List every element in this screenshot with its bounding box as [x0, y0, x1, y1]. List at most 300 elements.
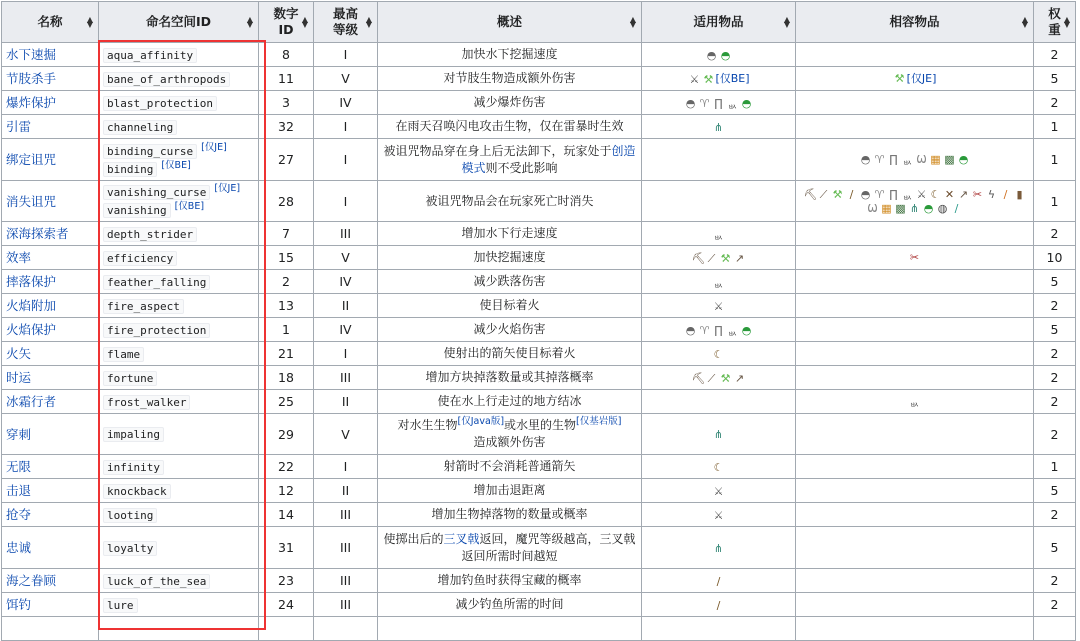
description-cell — [378, 593, 642, 617]
name-cell — [2, 390, 99, 414]
weight-cell: 1 — [1034, 115, 1076, 139]
description-text: 使射出的箭矢使目标着火 — [443, 346, 576, 360]
header-label: 权 — [1048, 6, 1061, 21]
sword-icon: ⚔ — [689, 72, 700, 86]
namespace-id-cell — [99, 139, 259, 181]
sort-icon[interactable]: ▲ ▼ — [1021, 15, 1028, 29]
description-text: 射箭时不会消耗普通箭矢 — [443, 459, 576, 473]
namespace-id-code: looting — [103, 508, 157, 523]
leggings-icon: ∏ — [889, 187, 898, 201]
name-cell — [2, 479, 99, 503]
description-link[interactable]: 三叉戟 — [443, 531, 480, 546]
sort-icon[interactable]: ▲ ▼ — [783, 15, 790, 29]
applicable-items-cell — [642, 569, 796, 593]
applicable-items-cell — [642, 67, 796, 91]
name-cell — [2, 366, 99, 390]
description-cell — [378, 503, 642, 527]
description-cell — [378, 91, 642, 115]
bow-icon: ☾ — [930, 187, 941, 201]
compatible-items-cell — [796, 294, 1034, 318]
name-cell — [2, 342, 99, 366]
table-row — [2, 593, 1076, 617]
namespace-id-code: fortune — [103, 371, 157, 386]
hoe-icon: ↗ — [734, 371, 745, 385]
description-text: 减少钓鱼所需的时间 — [455, 597, 564, 611]
header-items[interactable] — [642, 2, 796, 43]
name-cell — [2, 294, 99, 318]
namespace-id-code: loyalty — [103, 541, 157, 556]
empty-cell — [99, 617, 259, 641]
header-name[interactable] — [2, 2, 99, 43]
description-cell — [378, 222, 642, 246]
enchantment-link[interactable]: 深海探索者 — [6, 226, 69, 241]
namespace-id-cell — [99, 67, 259, 91]
weight-cell: 2 — [1034, 294, 1076, 318]
applicable-items-cell — [642, 479, 796, 503]
compatible-items-cell — [796, 181, 1034, 222]
description-cell — [378, 390, 642, 414]
namespace-id-code: impaling — [103, 427, 164, 442]
elytra-icon: Ѡ — [916, 153, 927, 166]
edition-note-link[interactable]: [仅基岩版] — [576, 416, 622, 427]
weight-cell: 2 — [1034, 414, 1076, 455]
carrot-on-stick-icon: ∕ — [1003, 187, 1008, 201]
namespace-id-code: binding_curse — [103, 144, 197, 159]
namespace-id — [103, 118, 254, 136]
enchantment-link[interactable]: 无限 — [6, 459, 32, 474]
helmet-icon: ◓ — [860, 153, 871, 166]
empty-cell — [1034, 617, 1076, 641]
applicable-items-cell — [642, 455, 796, 479]
enchantment-link[interactable]: 穿刺 — [6, 426, 32, 442]
namespace-id-cell — [99, 294, 259, 318]
edition-note-link[interactable]: [仅BE] — [174, 200, 205, 212]
weight-cell: 2 — [1034, 366, 1076, 390]
pickaxe-icon: ⛏ — [691, 371, 706, 385]
namespace-id-code: bane_of_arthropods — [103, 72, 230, 87]
max-level-cell: IV — [314, 91, 378, 115]
table-row — [2, 139, 1076, 181]
enchantment-link[interactable]: 抢夺 — [6, 507, 32, 522]
namespace-id — [103, 596, 254, 614]
empty-cell — [259, 617, 314, 641]
weight-cell: 2 — [1034, 43, 1076, 67]
namespace-id-code: binding — [103, 162, 157, 177]
sort-icon[interactable]: ▲ ▼ — [365, 15, 372, 29]
max-level-cell: III — [314, 527, 378, 569]
sort-icon[interactable]: ▲ ▼ — [86, 15, 93, 29]
max-level-cell: III — [314, 569, 378, 593]
numeric-id-cell: 1 — [259, 318, 314, 342]
max-level-cell: III — [314, 222, 378, 246]
max-level-cell: III — [314, 366, 378, 390]
name-cell — [2, 569, 99, 593]
description-text: 增加方块掉落数量或其掉落概率 — [425, 370, 594, 384]
turtle-shell-icon: ◓ — [923, 201, 934, 215]
applicable-items-cell — [642, 43, 796, 67]
namespace-id-cell — [99, 222, 259, 246]
sort-icon[interactable]: ▲ ▼ — [301, 15, 308, 29]
description-cell — [378, 527, 642, 569]
applicable-items-cell — [642, 91, 796, 115]
fishing-rod-icon: ∕ — [716, 574, 721, 588]
edition-note-link[interactable]: [仅JE] — [906, 71, 937, 85]
pickaxe-icon: ⛏ — [691, 251, 706, 265]
compatible-items-cell — [796, 569, 1034, 593]
table-row — [2, 222, 1076, 246]
head-icon: ▩ — [895, 201, 906, 215]
namespace-id-code: blast_protection — [103, 96, 217, 111]
table-row — [2, 527, 1076, 569]
bow-icon: ☾ — [713, 347, 724, 361]
sort-icon[interactable]: ▲ ▼ — [246, 15, 253, 29]
table-row — [2, 617, 1076, 641]
enchantment-link[interactable]: 忠诚 — [6, 540, 32, 555]
name-cell — [2, 181, 99, 222]
enchantment-link[interactable]: 火矢 — [6, 346, 32, 361]
enchantment-link[interactable]: 引雷 — [6, 119, 32, 134]
boots-icon: ᆹ — [902, 153, 913, 166]
name-cell — [2, 593, 99, 617]
weight-cell: 5 — [1034, 270, 1076, 294]
max-level-cell: I — [314, 115, 378, 139]
description-text: 增加水下行走速度 — [461, 226, 558, 240]
table-row — [2, 455, 1076, 479]
namespace-id-cell — [99, 342, 259, 366]
namespace-id-cell — [99, 181, 259, 222]
empty-cell — [2, 617, 99, 641]
description-text: 减少爆炸伤害 — [473, 95, 546, 109]
empty-cell — [378, 617, 642, 641]
weight-cell: 1 — [1034, 455, 1076, 479]
namespace-id — [103, 225, 254, 243]
numeric-id-cell: 22 — [259, 455, 314, 479]
edition-note-link[interactable]: [仅JE] — [214, 182, 241, 194]
compatible-items-cell — [796, 479, 1034, 503]
description-text: 被诅咒物品会在玩家死亡时消失 — [425, 193, 594, 208]
enchantment-link[interactable]: 冰霜行者 — [6, 394, 57, 409]
shears-icon: ✂ — [909, 251, 920, 264]
name-cell — [2, 43, 99, 67]
applicable-items-cell — [642, 139, 796, 181]
compatible-items-cell — [796, 527, 1034, 569]
pumpkin-icon: ▦ — [881, 201, 892, 215]
enchantment-link[interactable]: 时运 — [6, 370, 32, 385]
namespace-id-code: efficiency — [103, 251, 177, 266]
sort-icon[interactable]: ▲ ▼ — [629, 15, 636, 29]
max-level-cell: I — [314, 342, 378, 366]
table-row — [2, 43, 1076, 67]
helmet-icon: ◓ — [860, 187, 871, 201]
namespace-id — [103, 70, 254, 88]
namespace-id-cell — [99, 115, 259, 139]
weight-cell: 5 — [1034, 527, 1076, 569]
boots-icon: ᆹ — [909, 395, 920, 408]
enchantment-link[interactable]: 火焰保护 — [6, 322, 57, 337]
header-weight[interactable] — [1034, 2, 1076, 43]
enchantment-link[interactable]: 饵钓 — [6, 597, 32, 612]
numeric-id-cell: 2 — [259, 270, 314, 294]
applicable-items-cell — [642, 115, 796, 139]
numeric-id-cell: 27 — [259, 139, 314, 181]
table-row — [2, 390, 1076, 414]
numeric-id-cell: 23 — [259, 569, 314, 593]
numeric-id-cell: 31 — [259, 527, 314, 569]
applicable-items-cell — [642, 181, 796, 222]
turtle-shell-icon: ◓ — [741, 323, 752, 337]
leggings-icon: ∏ — [889, 153, 898, 166]
description-text: 使目标着火 — [479, 298, 540, 312]
weight-cell: 10 — [1034, 246, 1076, 270]
namespace-id-cell — [99, 390, 259, 414]
compatible-items-cell — [796, 342, 1034, 366]
numeric-id-cell: 14 — [259, 503, 314, 527]
chestplate-icon: ♈ — [874, 153, 885, 166]
enchantment-link[interactable]: 摔落保护 — [6, 274, 57, 289]
axe-icon: ⚒ — [720, 251, 731, 265]
header-label: 名称 — [37, 14, 63, 29]
name-cell — [2, 222, 99, 246]
description-cell — [378, 414, 642, 455]
namespace-id-code: lure — [103, 598, 138, 613]
description-cell — [378, 181, 642, 222]
numeric-id-cell: 7 — [259, 222, 314, 246]
numeric-id-cell: 24 — [259, 593, 314, 617]
compatible-items-cell — [796, 318, 1034, 342]
namespace-id-code: luck_of_the_sea — [103, 574, 210, 589]
name-cell — [2, 270, 99, 294]
description-cell — [378, 294, 642, 318]
name-cell — [2, 414, 99, 455]
applicable-items-cell — [642, 527, 796, 569]
sword-icon: ⚔ — [916, 187, 927, 201]
description-cell — [378, 43, 642, 67]
description-cell — [378, 246, 642, 270]
enchantment-link[interactable]: 爆炸保护 — [6, 95, 57, 110]
namespace-id — [103, 572, 254, 590]
fishing-rod-icon: ∕ — [716, 598, 721, 612]
hoe-icon: ↗ — [734, 251, 745, 265]
weight-cell: 2 — [1034, 222, 1076, 246]
compatible-items-cell — [796, 139, 1034, 181]
description-cell — [378, 569, 642, 593]
empty-cell — [314, 617, 378, 641]
name-cell — [2, 246, 99, 270]
helmet-icon: ◓ — [685, 96, 696, 110]
axe-icon: ⚒ — [894, 72, 905, 85]
namespace-id — [103, 345, 254, 363]
chestplate-icon: ♈ — [874, 187, 885, 201]
enchantment-link[interactable]: 击退 — [6, 483, 32, 498]
namespace-id — [103, 249, 254, 267]
table-row — [2, 503, 1076, 527]
enchantment-link[interactable]: 海之眷顾 — [6, 573, 57, 588]
compatible-items-cell — [796, 503, 1034, 527]
head-icon: ▩ — [944, 153, 955, 166]
applicable-items-cell — [642, 503, 796, 527]
applicable-items-cell — [642, 270, 796, 294]
name-cell — [2, 455, 99, 479]
description-link[interactable]: 创造模式 — [461, 143, 636, 175]
max-level-cell: V — [314, 67, 378, 91]
flint-and-steel-icon: ϟ — [987, 187, 996, 201]
namespace-id-cell — [99, 43, 259, 67]
bow-icon: ☾ — [713, 460, 724, 474]
header-label: 相容物品 — [889, 14, 940, 29]
table-row — [2, 91, 1076, 115]
applicable-items-cell — [642, 390, 796, 414]
pickaxe-icon: ⛏ — [803, 187, 818, 201]
name-cell — [2, 527, 99, 569]
enchantment-link[interactable]: 水下速掘 — [6, 47, 57, 62]
namespace-id-code: depth_strider — [103, 227, 197, 242]
namespace-id-cell — [99, 527, 259, 569]
sort-icon[interactable]: ▲ ▼ — [1063, 15, 1070, 29]
namespace-id — [103, 506, 254, 524]
description-cell — [378, 270, 642, 294]
applicable-items-cell — [642, 366, 796, 390]
turtle-shell-icon: ◓ — [958, 153, 969, 166]
description-cell — [378, 455, 642, 479]
edition-note-link[interactable]: [仅Java版] — [457, 416, 505, 427]
description-text: 增加钓鱼时获得宝藏的概率 — [437, 573, 582, 587]
namespace-id — [103, 183, 254, 201]
edition-note-link[interactable]: [仅JE] — [201, 141, 227, 153]
enchantment-link[interactable]: 消失诅咒 — [6, 193, 57, 209]
description-text: 减少跌落伤害 — [473, 274, 546, 288]
enchantment-link[interactable]: 效率 — [6, 250, 32, 265]
table-row — [2, 67, 1076, 91]
max-level-cell: IV — [314, 270, 378, 294]
enchantment-table — [1, 1, 1076, 641]
edition-note-link[interactable]: [仅BE] — [161, 159, 191, 171]
shovel-icon: ⟋ — [707, 371, 716, 385]
namespace-id — [103, 321, 254, 339]
header-nsid[interactable] — [99, 2, 259, 43]
compass-icon: ◍ — [937, 201, 948, 215]
helmet-icon: ◓ — [706, 48, 717, 62]
axe-icon: ⚒ — [832, 187, 843, 201]
weight-cell: 2 — [1034, 390, 1076, 414]
compatible-items-cell — [796, 414, 1034, 455]
compatible-items-cell — [796, 246, 1034, 270]
header-label: 数字ID — [273, 6, 299, 37]
namespace-id-code: vanishing_curse — [103, 185, 210, 200]
header-num[interactable] — [259, 2, 314, 43]
namespace-id — [103, 94, 254, 112]
table-row — [2, 318, 1076, 342]
numeric-id-cell: 13 — [259, 294, 314, 318]
empty-cell — [796, 617, 1034, 641]
namespace-id-cell — [99, 569, 259, 593]
weight-cell: 2 — [1034, 342, 1076, 366]
namespace-id-code: feather_falling — [103, 275, 210, 290]
applicable-items-cell — [642, 414, 796, 455]
namespace-id — [103, 393, 254, 411]
applicable-items-cell — [642, 246, 796, 270]
header-label: 最高等级 — [332, 6, 358, 37]
weight-cell: 5 — [1034, 318, 1076, 342]
header-label: 命名空间ID — [145, 14, 212, 29]
shovel-icon: ⟋ — [707, 251, 716, 265]
max-level-cell: II — [314, 294, 378, 318]
description-cell — [378, 366, 642, 390]
numeric-id-cell: 18 — [259, 366, 314, 390]
header-desc[interactable] — [378, 2, 642, 43]
namespace-id-cell — [99, 318, 259, 342]
description-cell — [378, 115, 642, 139]
sword-icon: ⚔ — [713, 299, 724, 313]
compatible-items-cell — [796, 43, 1034, 67]
compatible-items-cell — [796, 222, 1034, 246]
applicable-items-cell — [642, 222, 796, 246]
elytra-icon: Ѡ — [867, 201, 878, 215]
namespace-id-code: channeling — [103, 120, 177, 135]
enchantment-link[interactable]: 节肢杀手 — [6, 71, 57, 86]
description-text: 增加生物掉落物的数量或概率 — [431, 507, 588, 521]
table-row — [2, 479, 1076, 503]
chestplate-icon: ♈ — [699, 96, 710, 110]
namespace-id — [103, 458, 254, 476]
namespace-id-cell — [99, 479, 259, 503]
shield-icon: ▮ — [1016, 187, 1023, 201]
namespace-id-cell — [99, 366, 259, 390]
namespace-id — [103, 142, 254, 160]
namespace-id — [103, 160, 254, 178]
applicable-items-cell — [642, 593, 796, 617]
name-cell — [2, 91, 99, 115]
header-lvl[interactable] — [314, 2, 378, 43]
hoe-icon: ↗ — [958, 187, 969, 201]
description-text: 则不受此影响 — [485, 160, 558, 175]
max-level-cell: V — [314, 246, 378, 270]
table-row — [2, 342, 1076, 366]
table-row — [2, 115, 1076, 139]
table-row — [2, 414, 1076, 455]
boots-icon: ᆹ — [727, 323, 738, 337]
edition-note-link[interactable]: [仅BE] — [715, 72, 750, 85]
enchantment-link[interactable]: 火焰附加 — [6, 298, 57, 313]
description-text: 加快挖掘速度 — [473, 250, 546, 264]
description-text: 被诅咒物品穿在身上后无法卸下，玩家处于 — [383, 143, 612, 158]
header-label: 适用物品 — [693, 14, 744, 29]
max-level-cell: III — [314, 503, 378, 527]
boots-icon: ᆹ — [902, 187, 913, 201]
namespace-id-code: vanishing — [103, 203, 171, 218]
max-level-cell: II — [314, 479, 378, 503]
description-text: 使掷出后的 — [383, 531, 444, 546]
chestplate-icon: ♈ — [699, 323, 710, 337]
description-text: 增加击退距离 — [473, 483, 546, 497]
leggings-icon: ∏ — [714, 323, 723, 337]
description-text: 对节肢生物造成额外伤害 — [443, 71, 576, 85]
table-row — [2, 366, 1076, 390]
compatible-items-cell — [796, 593, 1034, 617]
namespace-id-code: infinity — [103, 460, 164, 475]
table-row — [2, 270, 1076, 294]
compatible-items-cell — [796, 270, 1034, 294]
name-cell — [2, 139, 99, 181]
table-row — [2, 294, 1076, 318]
applicable-items-cell — [642, 294, 796, 318]
empty-cell — [642, 617, 796, 641]
max-level-cell: I — [314, 43, 378, 67]
header-compat[interactable] — [796, 2, 1034, 43]
description-text: 使在水上行走过的地方结冰 — [437, 394, 582, 408]
enchantment-link[interactable]: 绑定诅咒 — [6, 152, 57, 167]
numeric-id-cell: 29 — [259, 414, 314, 455]
weight-cell: 2 — [1034, 503, 1076, 527]
